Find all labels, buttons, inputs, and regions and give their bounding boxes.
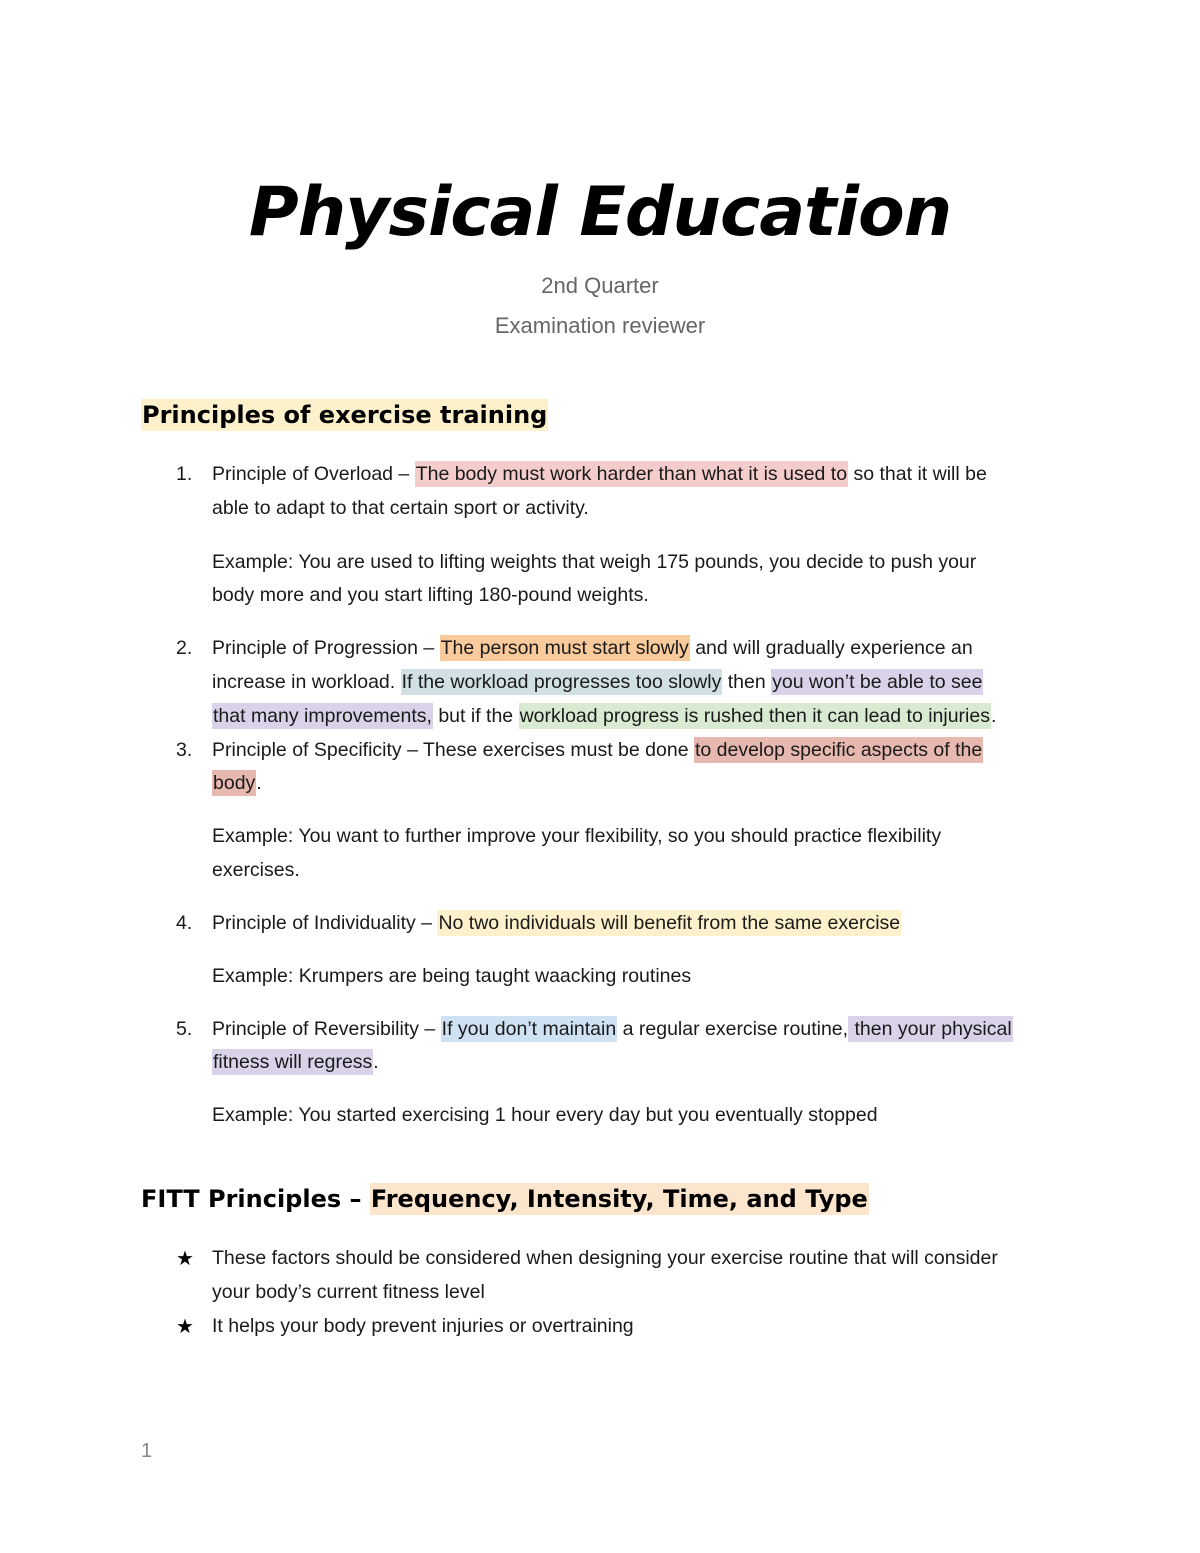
highlight-purple: that many improvements, — [213, 705, 432, 727]
highlight-purple: then your physical — [849, 1018, 1012, 1040]
list-item-overload-line2: able to adapt to that certain sport or activity. — [212, 497, 589, 519]
highlight-green: workload progress is rushed then it can lead to injuries — [519, 705, 990, 727]
text-run: Principle of Individuality – — [212, 912, 438, 934]
text-run: so that it will be — [848, 463, 987, 485]
list-item-progression-line3 — [212, 699, 996, 733]
example-specificity-line2: exercises. — [212, 859, 300, 881]
text-run: . — [256, 772, 262, 794]
example-specificity-line1: Example: You want to further improve your flexibility, so you should practice flexibility — [212, 825, 942, 847]
example-overload-line1: Example: You are used to lifting weights that weigh 175 pounds, you decide to push your — [212, 551, 977, 573]
page-number: 1 — [141, 1440, 153, 1462]
list-item-reversibility-line2 — [212, 1045, 379, 1079]
text-run: . — [373, 1051, 379, 1073]
text-run: Principle of Progression – — [212, 637, 440, 659]
list-item-individuality-line1 — [212, 906, 901, 940]
example-overload-line2: body more and you start lifting 180-pound weights. — [212, 584, 649, 606]
bullet-factors-line2: your body’s current fitness level — [212, 1281, 485, 1303]
star-bullet-icon: ★ — [176, 1314, 194, 1338]
text-run: Principle of Overload – — [212, 463, 415, 485]
bullet-injuries: It helps your body prevent injuries or overtraining — [212, 1315, 634, 1337]
subtitle-reviewer: Examination reviewer — [494, 313, 706, 338]
list-number: 2. — [176, 637, 193, 659]
bullet-factors-line1: These factors should be considered when designing your exercise routine that will consider — [212, 1247, 998, 1269]
highlight-red: The body must work harder than what it is used to — [415, 463, 848, 485]
text-run: and will gradually experience an — [689, 637, 973, 659]
list-item-specificity-line1 — [212, 733, 983, 767]
highlight-rose: body — [213, 772, 256, 794]
list-item-specificity-line2 — [212, 766, 262, 800]
list-number: 1. — [176, 463, 193, 485]
list-item-progression-line2 — [212, 665, 983, 699]
heading-text: FITT Principles – — [141, 1185, 370, 1213]
highlight-rose: to develop specific aspects of the — [694, 739, 983, 761]
heading-highlight: Frequency, Intensity, Time, and Type — [370, 1185, 868, 1213]
highlight-purple: fitness will regress — [213, 1051, 373, 1073]
list-number: 4. — [176, 912, 193, 934]
text-run: Principle of Specificity – These exercises must be done — [212, 739, 694, 761]
text-run: but if the — [432, 705, 519, 727]
example-reversibility: Example: You started exercising 1 hour every day but you eventually stopped — [212, 1104, 878, 1126]
list-item-overload-line1 — [212, 457, 987, 491]
highlight-yellow: No two individuals will benefit from the same exercise — [438, 912, 901, 934]
section-heading-fitt — [141, 1183, 869, 1215]
highlight-orange: The person must start slowly — [440, 637, 689, 659]
text-run: . — [990, 705, 997, 727]
example-individuality: Example: Krumpers are being taught waacking routines — [212, 965, 692, 987]
subtitle-quarter: 2nd Quarter — [541, 273, 659, 298]
highlight-blue: If you don’t maintain — [441, 1018, 617, 1040]
list-item-reversibility-line1 — [212, 1012, 1013, 1046]
highlight-teal: If the workload progresses too slowly — [401, 671, 722, 693]
list-number: 3. — [176, 739, 193, 761]
highlight-purple: you won’t be able to see — [772, 671, 983, 693]
text-run: Principle of Reversibility – — [212, 1018, 441, 1040]
text-run: then — [722, 671, 772, 693]
heading-highlight: Principles of exercise training — [142, 401, 548, 429]
star-bullet-icon: ★ — [176, 1246, 194, 1270]
section-heading-principles — [141, 399, 548, 431]
document-title: Physical Education — [248, 173, 952, 252]
list-number: 5. — [176, 1018, 193, 1040]
text-run: increase in workload. — [212, 671, 401, 693]
text-run: a regular exercise routine, — [617, 1018, 849, 1040]
list-item-progression-line1 — [212, 631, 973, 665]
